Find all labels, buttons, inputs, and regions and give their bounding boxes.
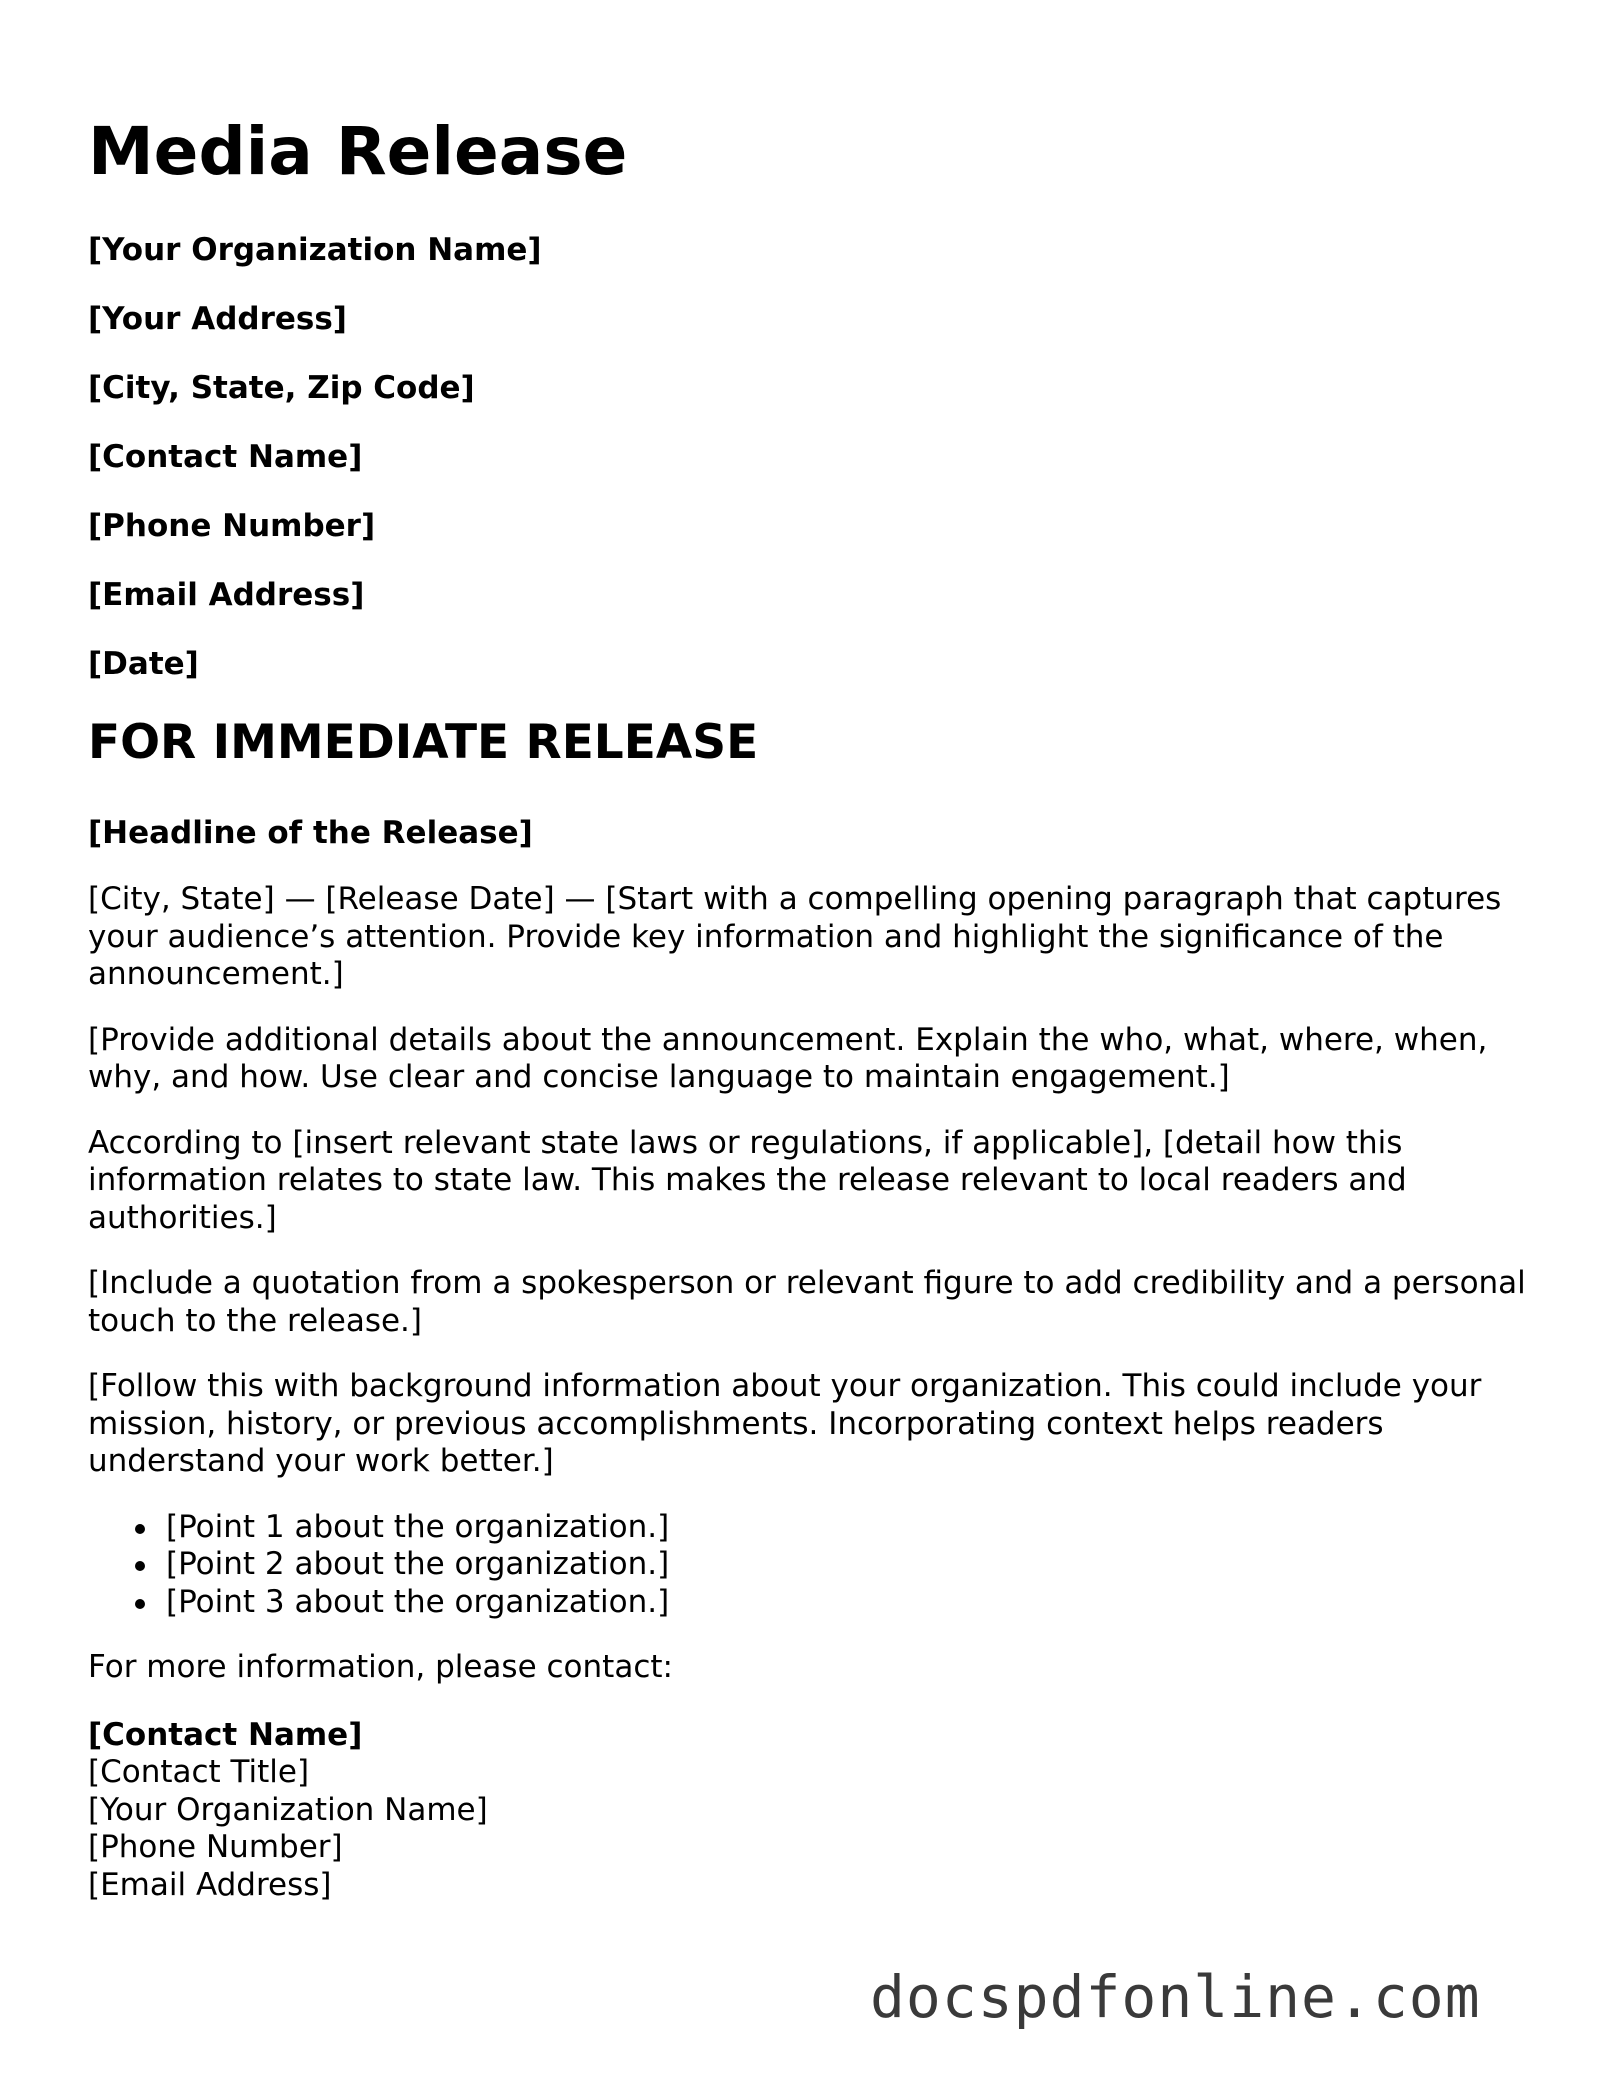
header-contact-name: [Contact Name] <box>88 439 363 475</box>
bullet-dot-icon <box>135 1524 145 1534</box>
contact-email: [Email Address] <box>88 1866 332 1903</box>
sender-header-block <box>88 230 1548 684</box>
header-date: [Date] <box>88 646 199 682</box>
watermark: docspdfonline.com <box>870 1963 1481 2031</box>
paragraph-background: [Follow this with background information about your organization. This could include your mission, history, or previous accomplishments. Incorporating context helps readers understand your work better.] <box>88 1368 1482 1479</box>
paragraph-opening: [City, State] — [Release Date] — [Start with a compelling opening paragraph that captures your audience’s attention. Provide key information and highlight the significance of the announcement.] <box>88 881 1502 992</box>
organization-points-list <box>88 1509 1548 1622</box>
bullet-dot-icon <box>135 1599 145 1609</box>
list-item <box>88 1509 1548 1547</box>
contact-block <box>88 1717 1548 1905</box>
paragraph-state-law: According to [insert relevant state laws or regulations, if applicable], [detail how this information relates to state law. This makes the release relevant to local readers and authorities.] <box>88 1124 1407 1236</box>
list-item-text: [Point 1 about the organization.] <box>166 1508 670 1545</box>
header-city-state-zip: [City, State, Zip Code] <box>88 370 475 406</box>
paragraph-quotation: [Include a quotation from a spokesperson or relevant figure to add credibility and a personal touch to the release.] <box>88 1265 1526 1339</box>
contact-name: [Contact Name] <box>88 1716 363 1753</box>
header-phone-number: [Phone Number] <box>88 508 376 544</box>
section-title-immediate-release: FOR IMMEDIATE RELEASE <box>88 715 759 770</box>
header-organization-name: [Your Organization Name] <box>88 232 542 268</box>
header-address: [Your Address] <box>88 301 347 337</box>
list-item-text: [Point 2 about the organization.] <box>166 1546 670 1582</box>
closing-line: For more information, please contact: <box>88 1649 673 1685</box>
release-headline: [Headline of the Release] <box>88 815 533 851</box>
header-email-address: [Email Address] <box>88 577 365 613</box>
bullet-dot-icon <box>135 1561 145 1571</box>
contact-phone: [Phone Number] <box>88 1829 343 1865</box>
list-item <box>88 1546 1548 1584</box>
list-item <box>88 1584 1548 1622</box>
list-item-text: [Point 3 about the organization.] <box>166 1583 670 1620</box>
contact-organization: [Your Organization Name] <box>88 1791 488 1828</box>
paragraph-details: [Provide additional details about the announcement. Explain the who, what, where, when, why, and how. Use clear and concise language to maintain engagement.] <box>88 1021 1488 1095</box>
document-title: Media Release <box>88 113 628 190</box>
document-page <box>88 108 1548 1904</box>
contact-title: [Contact Title] <box>88 1754 310 1790</box>
